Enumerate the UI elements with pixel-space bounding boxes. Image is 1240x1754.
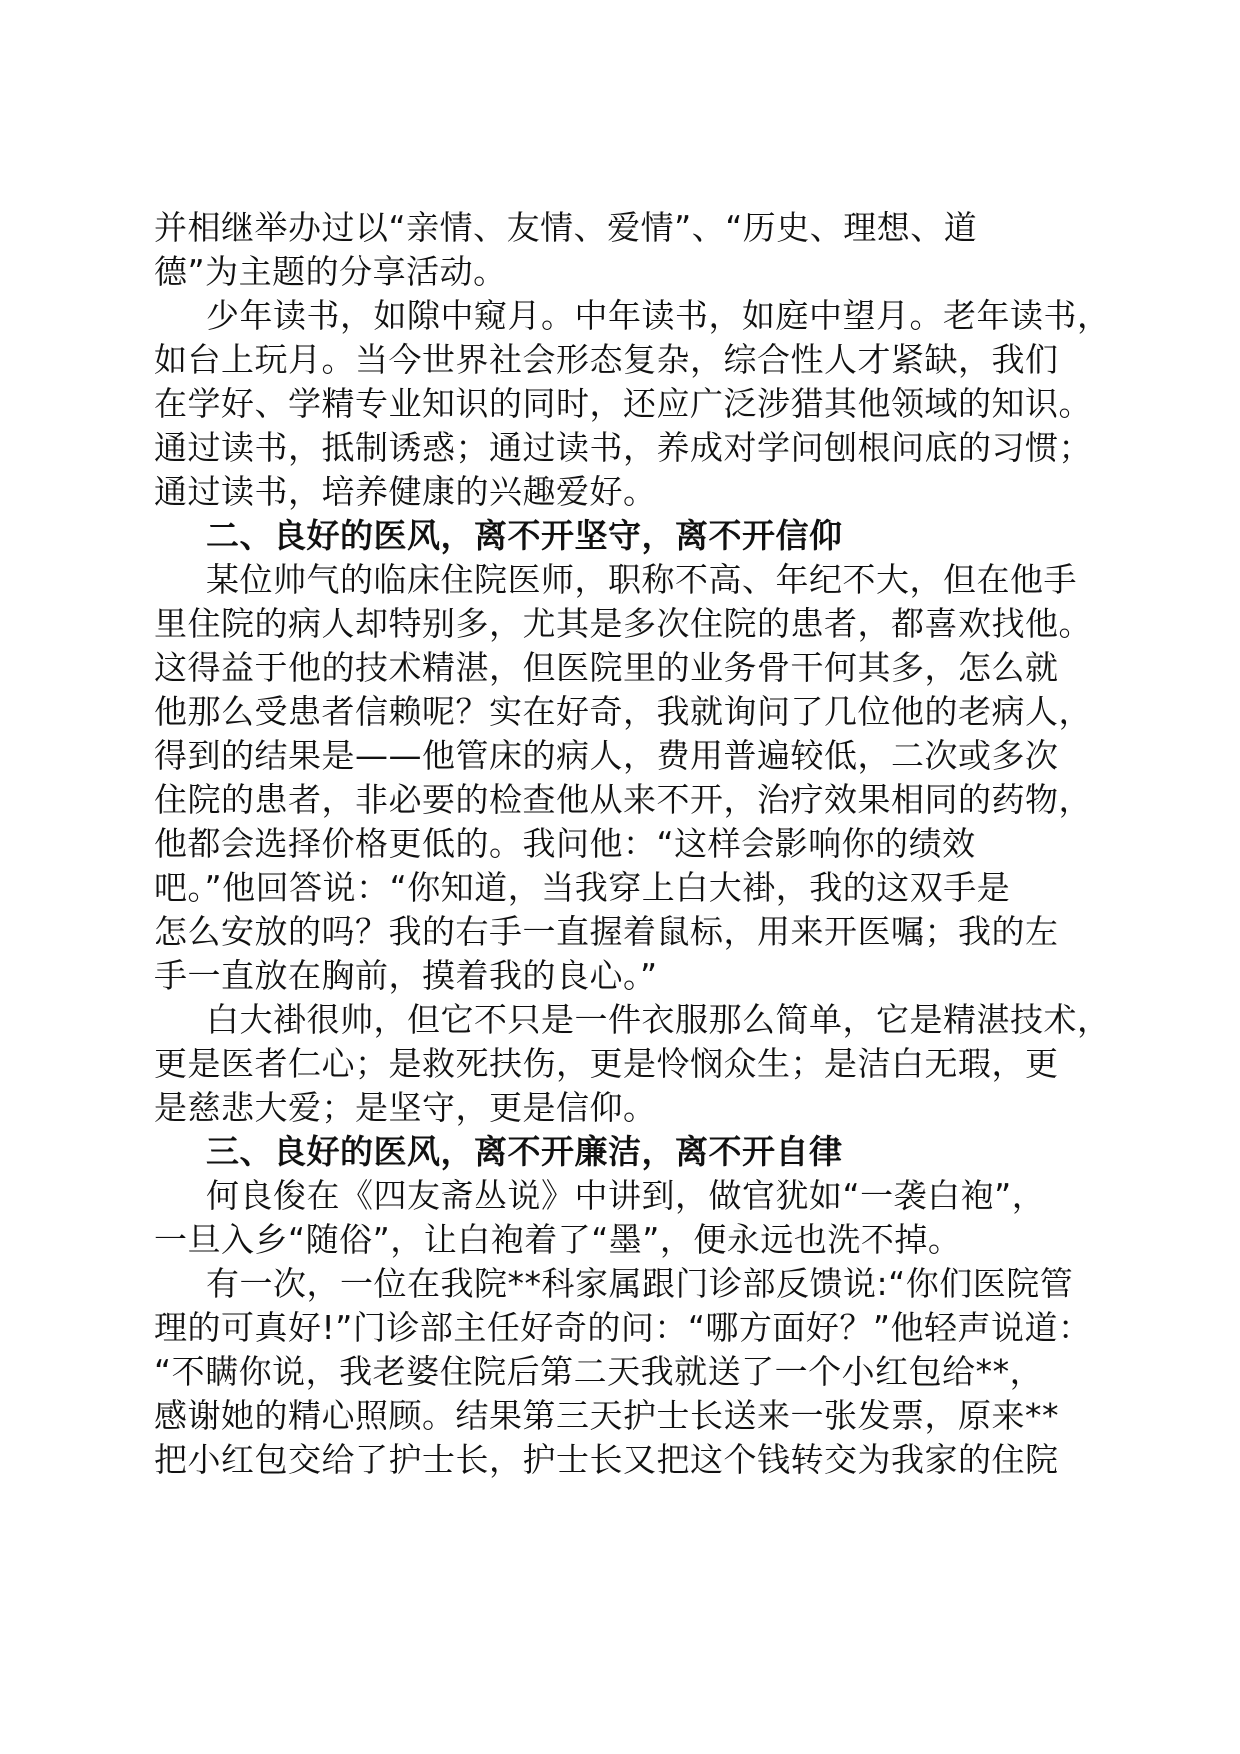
- text-line: 吧。”他回答说：“你知道，当我穿上白大褂，我的这双手是: [154, 868, 1011, 907]
- text-line: 德”为主题的分享活动。: [154, 252, 507, 291]
- section-heading: 三、良好的医风，离不开廉洁，离不开自律: [206, 1132, 843, 1171]
- text-line: 他都会选择价格更低的。我问他：“这样会影响你的绩效: [154, 824, 976, 863]
- text-line: 更是医者仁心；是救死扶伤，更是怜悯众生；是洁白无瑕，更: [154, 1044, 1059, 1083]
- text-line: 感谢她的精心照顾。结果第三天护士长送来一张发票，原来**: [154, 1396, 1059, 1435]
- text-line: 里住院的病人却特别多，尤其是多次住院的患者，都喜欢找他。: [154, 604, 1092, 643]
- text-line: 得到的结果是——他管床的病人，费用普遍较低，二次或多次: [154, 736, 1059, 775]
- text-line: 一旦入乡“随俗”，让白袍着了“墨”，便永远也洗不掉。: [154, 1220, 962, 1259]
- text-line: 并相继举办过以“亲情、友情、爱情”、“历史、理想、道: [154, 208, 978, 247]
- text-line: 把小红包交给了护士长，护士长又把这个钱转交为我家的住院: [154, 1440, 1059, 1479]
- text-line: 他那么受患者信赖呢？实在好奇，我就询问了几位他的老病人，: [154, 692, 1092, 731]
- text-line: 何良俊在《四友斋丛说》中讲到，做官犹如“一袭白袍”，: [206, 1176, 1046, 1215]
- text-line: 手一直放在胸前，摸着我的良心。”: [154, 956, 658, 995]
- text-line: 有一次，一位在我院**科家属跟门诊部反馈说:“你们医院管: [206, 1264, 1074, 1303]
- text-line: 这得益于他的技术精湛，但医院里的业务骨干何其多，怎么就: [154, 648, 1059, 687]
- text-line: 白大褂很帅，但它不只是一件衣服那么简单，它是精湛技术，: [206, 1000, 1111, 1039]
- text-line: 如台上玩月。当今世界社会形态复杂，综合性人才紧缺，我们: [154, 340, 1059, 379]
- text-line: 是慈悲大爱；是坚守，更是信仰。: [154, 1088, 657, 1127]
- section-heading: 二、良好的医风，离不开坚守，离不开信仰: [206, 516, 843, 555]
- text-line: 住院的患者，非必要的检查他从来不开，治疗效果相同的药物，: [154, 780, 1092, 819]
- text-line: “不瞒你说，我老婆住院后第二天我就送了一个小红包给**，: [154, 1352, 1044, 1391]
- text-line: 少年读书，如隙中窥月。中年读书，如庭中望月。老年读书，: [206, 296, 1111, 335]
- text-line: 怎么安放的吗？我的右手一直握着鼠标，用来开医嘱；我的左: [154, 912, 1059, 951]
- text-line: 通过读书，抵制诱惑；通过读书，养成对学问刨根问底的习惯；: [154, 428, 1092, 467]
- document-page: [154, 206, 1111, 1482]
- text-line: 在学好、学精专业知识的同时，还应广泛涉猎其他领域的知识。: [154, 384, 1092, 423]
- text-line: 通过读书，培养健康的兴趣爱好。: [154, 472, 657, 511]
- text-line: 某位帅气的临床住院医师，职称不高、年纪不大，但在他手: [206, 560, 1077, 599]
- text-line: 理的可真好!”门诊部主任好奇的问：“哪方面好？”他轻声说道：: [154, 1308, 1092, 1347]
